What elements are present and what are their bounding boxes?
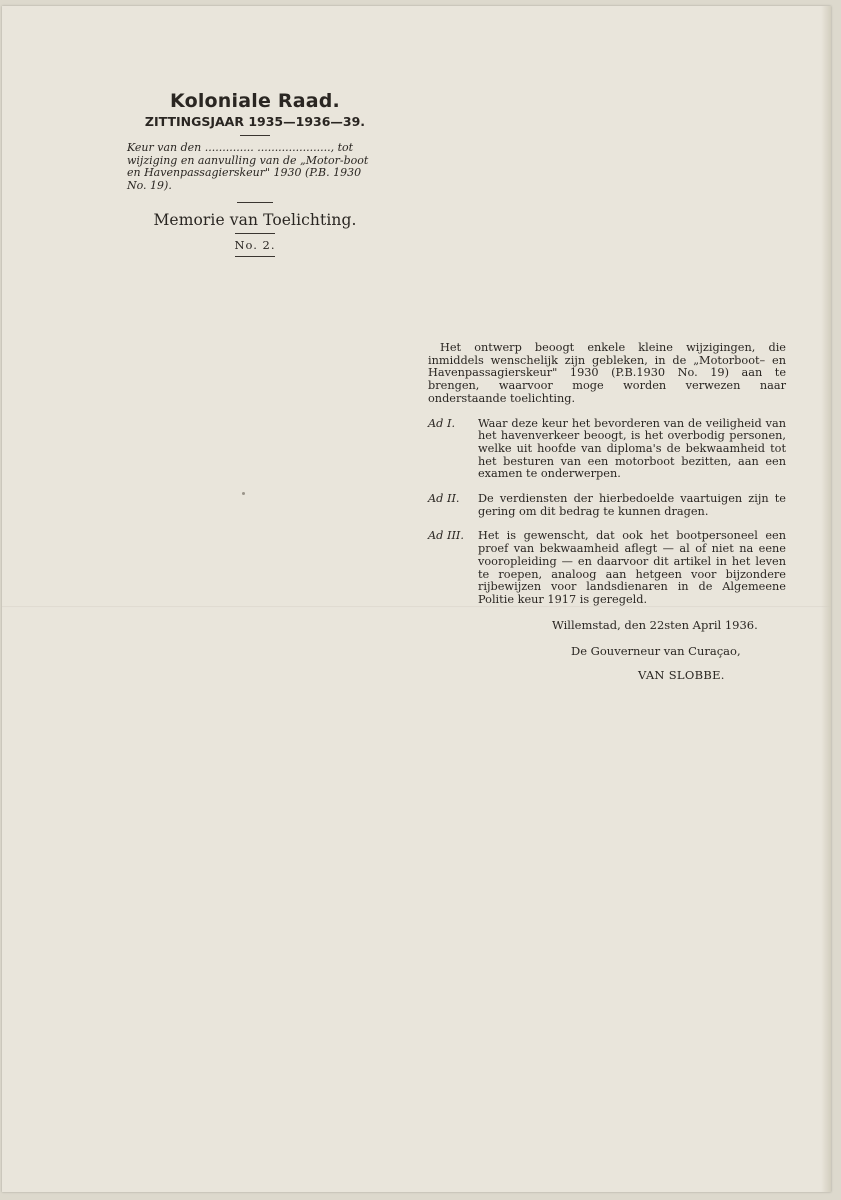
ad-item [428, 530, 786, 606]
ad-label: Ad I. [428, 416, 456, 430]
signatory-name: VAN SLOBBE. [638, 668, 725, 682]
place-date: Willemstad, den 22sten April 1936. [552, 618, 758, 632]
signatory-title: De Gouverneur van Curaçao, [571, 644, 741, 658]
ad-item [428, 493, 786, 518]
paper-speck [242, 492, 245, 495]
ad-label: Ad III. [428, 529, 464, 543]
intro-paragraph: Het ontwerp beoogt enkele kleine wijzigingen, die inmiddels wenschelijk zijn gebleken, in de „Motorboot– en Havenpassagierskeur" 1930 (P.B.1930 No. 19) aan te brengen, waarvoor moge worden verwezen naar onderstaande toelichting. [428, 341, 786, 405]
ad-item [428, 418, 786, 482]
keur-subject: Keur van den .............. ....................., tot wijziging en aanvulling van de „Motor-boot en Havenpassagierskeur" 1930 (P.B. 1930 No. 19). [127, 141, 369, 192]
ad-text: De verdiensten der hierbedoelde vaartuigen zijn te gering om dit bedrag te kunnen dragen. [478, 492, 786, 518]
ad-text: Het is gewenscht, dat ook het bootpersoneel een proef van bekwaamheid aflegt — al of niet na eene vooropleiding — en daarvoor dit artikel in het leven te roepen, analoog aan hetgeen voor bijzondere rijbewijzen voor landsdienaren in de Algemeene Politie keur 1917 is geregeld. [478, 529, 786, 606]
page-edge [821, 6, 831, 1192]
session-year: ZITTINGSJAAR 1935—1936—39. [144, 114, 366, 129]
council-title: Koloniale Raad. [170, 90, 340, 112]
divider [235, 233, 275, 234]
document-number: No. 2. [234, 238, 276, 252]
ad-label: Ad II. [428, 492, 460, 506]
divider [237, 202, 273, 203]
divider [235, 256, 275, 257]
document-header [115, 90, 395, 257]
explanation-body [428, 342, 786, 619]
divider [240, 135, 270, 136]
ad-text: Waar deze keur het bevorderen van de veiligheid van het havenverkeer beoogt, is het overbodig personen, welke uit hoofde van diploma's de bekwaamheid tot het besturen van een motorboot bezitten, aan een examen te onderwerpen. [478, 416, 786, 481]
memorie-heading: Memorie van Toelichting. [153, 211, 357, 229]
